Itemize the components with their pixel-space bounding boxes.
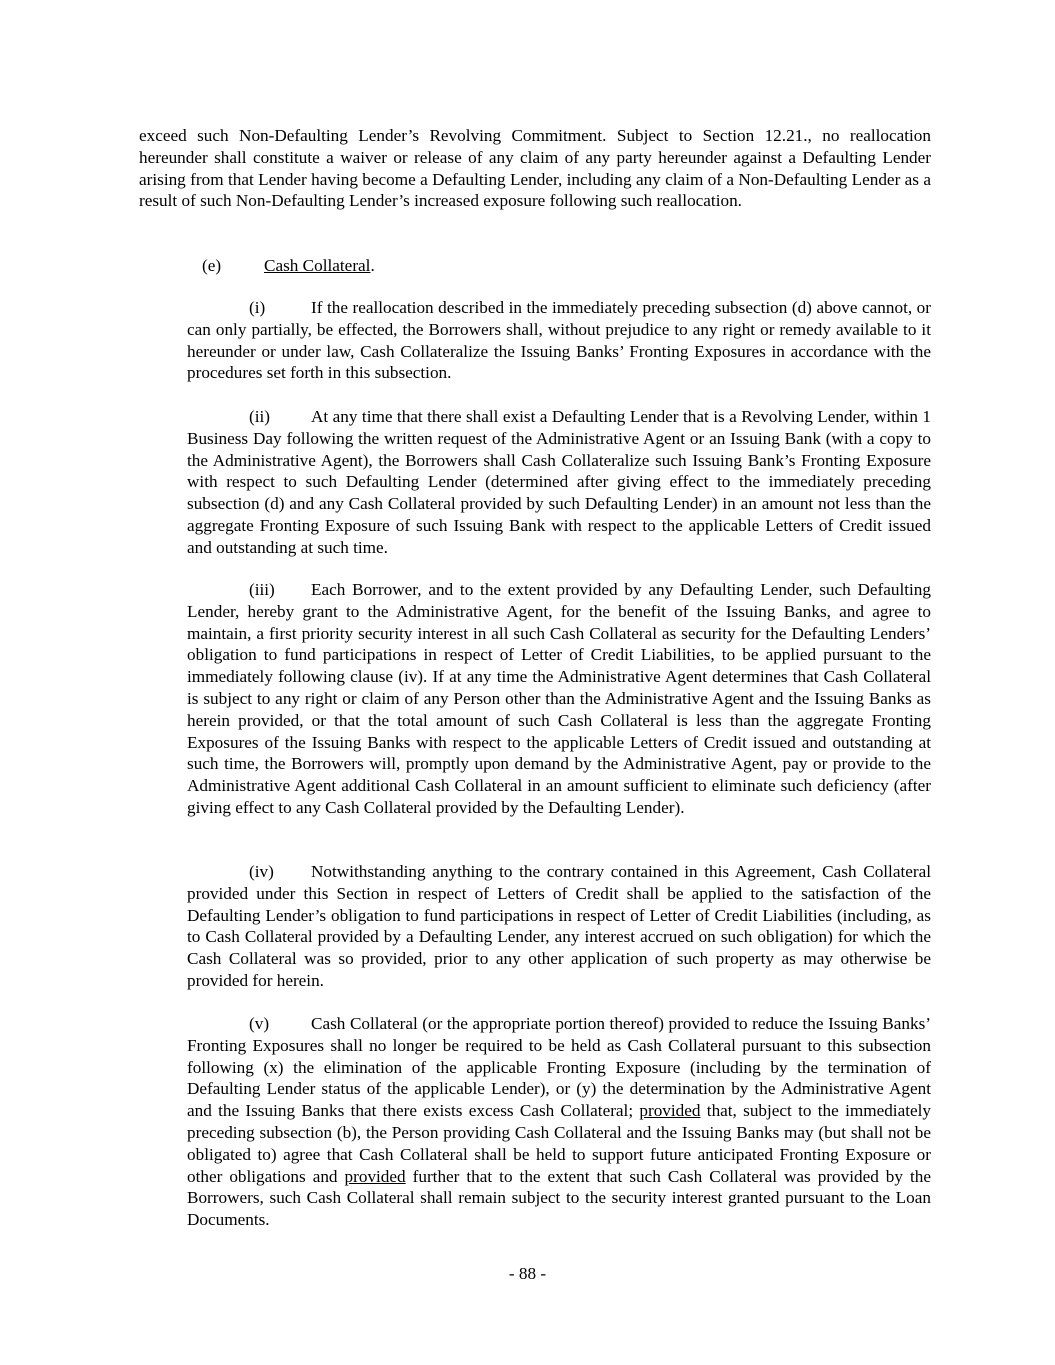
clause-text: Each Borrower, and to the extent provided by any Defaulting Lender, such Defaulting Lender, hereby grant to the Administrative Agent, for the benefit of the Issuing Banks, and agree to maintain, a first priority security interest in all such Cash Collateral as security for the Defaulting Lenders’ obligation to fund participations in respect of Letter of Credit Liabilities, to be applied pursuant to the immediately following clause (iv). If at any time the Administrative Agent determines that Cash Collateral is subject to any right or claim of any Person other than the Administrative Agent and the Issuing Banks as herein provided, or that the total amount of such Cash Collateral is less than the aggregate Fronting Exposures of the Issuing Banks with respect to the applicable Letters of Credit issued and outstanding at such time, the Borrowers will, promptly upon demand by the Administrative Agent, pay or provide to the Administrative Agent additional Cash Collateral in an amount sufficient to eliminate such deficiency (after giving effect to any Cash Collateral provided by the Defaulting Lender). xyxy=(187,580,931,817)
section-title-wrap xyxy=(264,255,375,277)
provided-term: provided xyxy=(344,1166,406,1186)
section-title: Cash Collateral xyxy=(264,256,371,275)
clause-text: If the reallocation described in the immediately preceding subsection (d) above cannot, or can only partially, be effected, the Borrowers shall, without prejudice to any right or remedy available to it hereunder or under law, Cash Collateralize the Issuing Banks’ Fronting Exposures in accordance with the procedures set forth in this subsection. xyxy=(187,298,931,383)
intro-paragraph xyxy=(139,125,931,212)
clause-marker: (i) xyxy=(249,298,266,317)
intro-paragraph-text: exceed such Non-Defaulting Lender’s Revolving Commitment. Subject to Section 12.21., no reallocation hereunder shall constitute a waiver or release of any claim of any party hereunder against a Defaulting Lender arising from that Lender having become a Defaulting Lender, including any claim of a Non-Defaulting Lender as a result of such Non-Defaulting Lender’s increased exposure following such reallocation. xyxy=(139,126,931,211)
clause-marker: (iii) xyxy=(249,580,275,599)
section-label: (e) xyxy=(202,256,222,275)
clause-iii xyxy=(187,579,931,819)
section-title-suffix: . xyxy=(370,256,375,275)
clause-text: Notwithstanding anything to the contrary contained in this Agreement, Cash Collateral provided under this Section in respect of Letters of Credit shall be applied to the satisfaction of the Defaulting Lender’s obligation to fund participations in respect of Letter of Credit Liabilities (including, as to Cash Collateral provided by a Defaulting Lender, any interest accrued on such obligation) for which the Cash Collateral was so provided, prior to any other application of such property as may otherwise be provided for herein. xyxy=(187,862,931,990)
clause-marker: (v) xyxy=(249,1014,270,1033)
clause-text-part1: Cash Collateral (or the appropriate portion thereof) provided to reduce the Issuing Banks’ Fronting Exposures shall no longer be required to be held as Cash Collateral pursuant to this subsection following (x) the elimination of the applicable Fronting Exposure (including by the termination of Defaulting Lender status of the applicable Lender), or (y) the determination by the Administrative Agent and the Issuing Banks that there exists excess Cash Collateral; xyxy=(187,1014,931,1121)
clause-iv xyxy=(187,861,931,992)
clause-v xyxy=(187,1013,931,1231)
clause-marker: (iv) xyxy=(249,862,274,881)
clause-i xyxy=(187,297,931,384)
clause-text-part3: further that to the extent that such Cash Collateral was provided by the Borrowers, such Cash Collateral shall remain subject to the security interest granted pursuant to the Loan Documents. xyxy=(187,1166,931,1230)
clause-marker: (ii) xyxy=(249,407,270,426)
clause-ii xyxy=(187,406,931,559)
section-heading xyxy=(202,255,375,277)
clause-text: At any time that there shall exist a Defaulting Lender that is a Revolving Lender, within 1 Business Day following the written request of the Administrative Agent or an Issuing Bank (with a copy to the Administrative Agent), the Borrowers shall Cash Collateralize such Issuing Bank’s Fronting Exposure with respect to such Defaulting Lender (determined after giving effect to the immediately preceding subsection (d) and any Cash Collateral provided by such Defaulting Lender) in an amount not less than the aggregate Fronting Exposure of such Issuing Bank with respect to the applicable Letters of Credit issued and outstanding at such time. xyxy=(187,407,931,557)
provided-term: provided xyxy=(639,1101,701,1121)
clause-text-part2: that, subject to the immediately preceding subsection (b), the Person providing Cash Collateral and the Issuing Banks may (but shall not be obligated to) agree that Cash Collateral shall be held to support future anticipated Fronting Exposure or other obligations and xyxy=(187,1101,931,1186)
page-number: - 88 - xyxy=(508,1264,547,1283)
